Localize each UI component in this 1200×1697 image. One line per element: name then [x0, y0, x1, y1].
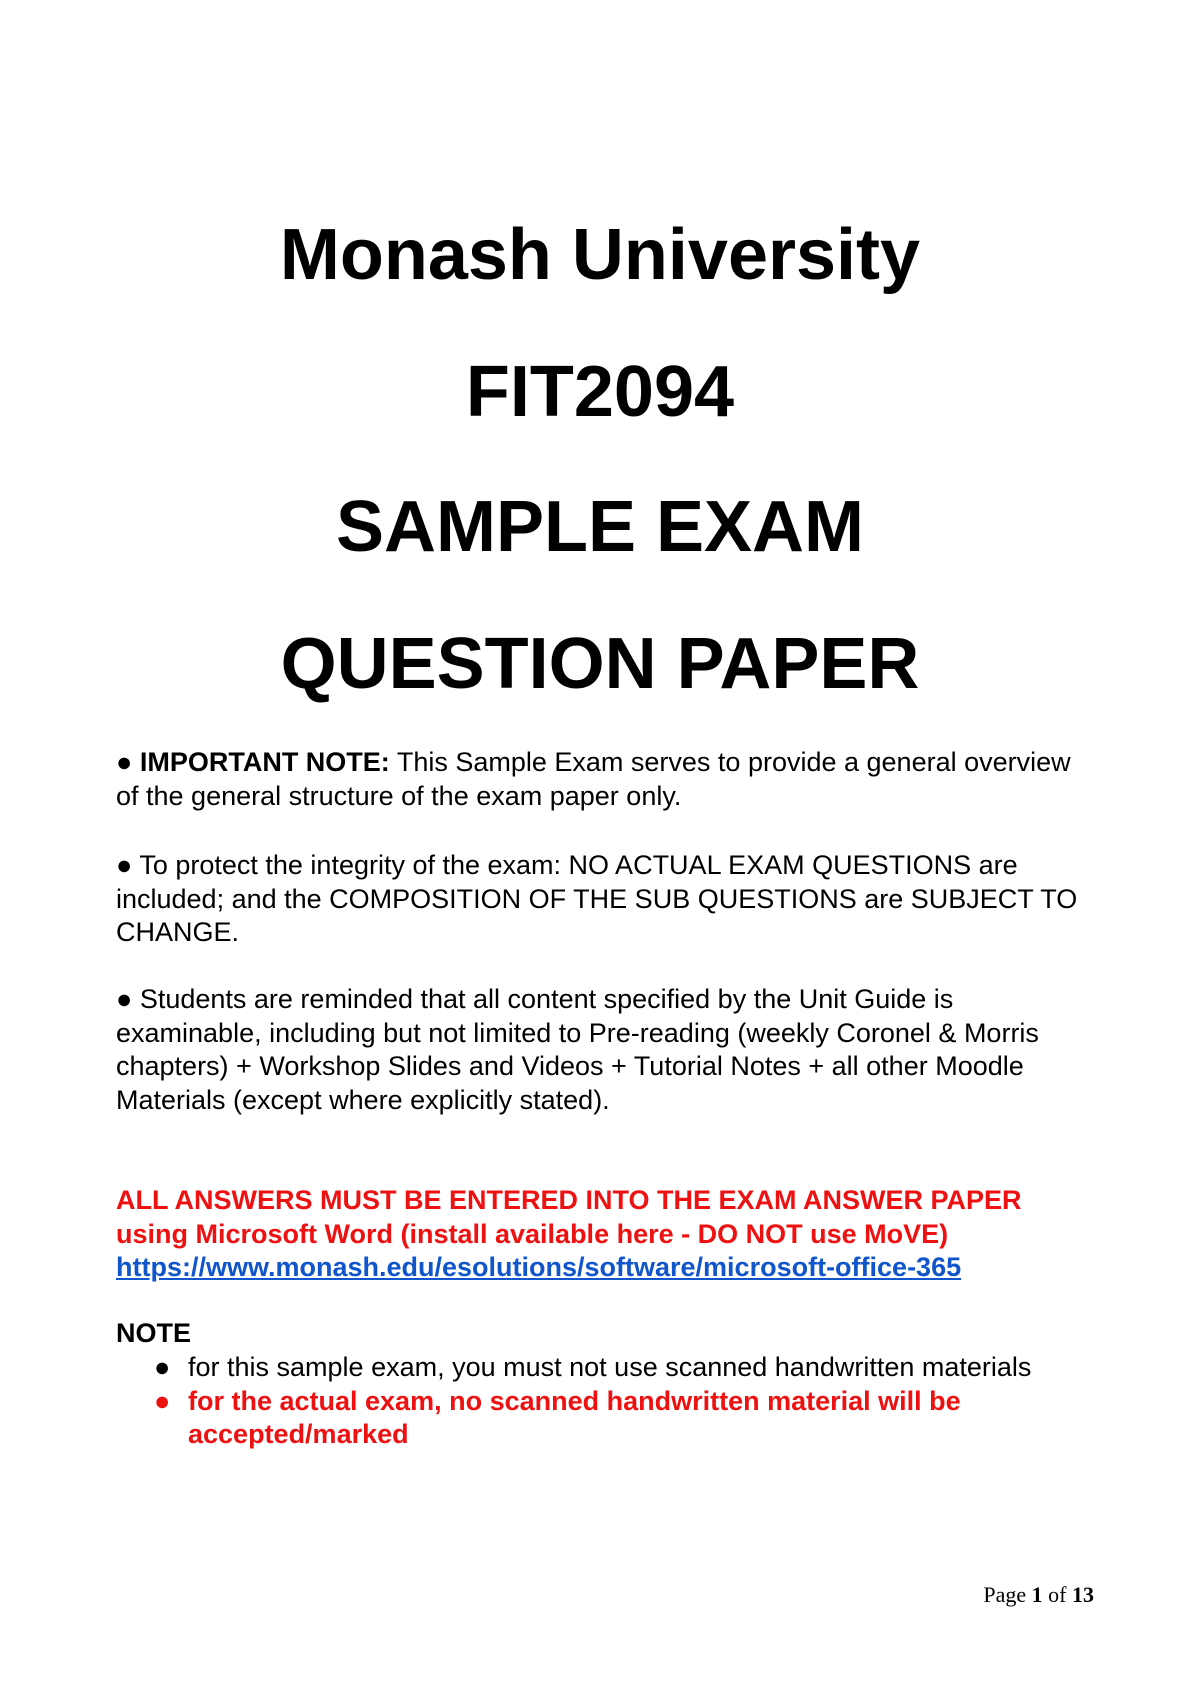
answer-instructions-line1: ALL ANSWERS MUST BE ENTERED INTO THE EXAM ANSWER PAPER [116, 1185, 1022, 1215]
important-note-text: This Sample Exam serves to provide a general overview of the general structure of the exam paper only. [116, 747, 1071, 811]
bullet-icon: ● [116, 850, 133, 880]
important-note-label: IMPORTANT NOTE: [139, 747, 390, 777]
bullet-icon: ● [116, 747, 133, 777]
microsoft-office-link[interactable]: https://www.monash.edu/esolutions/software/microsoft-office-365 [116, 1252, 962, 1282]
total-pages: 13 [1072, 1582, 1094, 1607]
exam-type: SAMPLE EXAM [335, 487, 865, 567]
answer-instructions [116, 1184, 1116, 1285]
integrity-note-paragraph [116, 849, 1096, 950]
list-item [116, 1385, 1008, 1452]
paper-type: QUESTION PAPER [280, 624, 920, 704]
note-list [116, 1351, 1116, 1452]
integrity-note-text: To protect the integrity of the exam: NO ACTUAL EXAM QUESTIONS are included; and the COMPOSITION OF THE SUB QUESTIONS are SUBJECT TO CHANGE. [116, 850, 1078, 947]
page-label: Page [983, 1582, 1027, 1607]
bullet-icon: ● [154, 1352, 171, 1382]
note-item-text: for this sample exam, you must not use scanned handwritten materials [188, 1352, 1032, 1382]
note-heading: NOTE [116, 1318, 192, 1348]
note-item-text: for the actual exam, no scanned handwritten material will be accepted/marked [188, 1385, 961, 1449]
list-item [116, 1351, 1116, 1385]
important-note-paragraph [116, 746, 1096, 813]
bullet-icon: ● [154, 1385, 171, 1416]
answer-instructions-line2: using Microsoft Word (install available here - DO NOT use MoVE) [116, 1218, 949, 1249]
university-name: Monash University [279, 215, 921, 295]
examinable-note-text: Students are reminded that all content specified by the Unit Guide is examinable, including but not limited to Pre-reading (weekly Coronel & Morris chapters) + Workshop Slides and Videos + Tutorial Notes + all other Moodle Materials (except where explicitly stated). [116, 984, 1039, 1115]
of-label: of [1048, 1582, 1067, 1607]
page-number-footer [983, 1582, 1094, 1608]
unit-code: FIT2094 [465, 352, 735, 432]
examinable-note-paragraph [116, 983, 1096, 1117]
current-page: 1 [1031, 1582, 1043, 1607]
bullet-icon: ● [116, 984, 133, 1014]
